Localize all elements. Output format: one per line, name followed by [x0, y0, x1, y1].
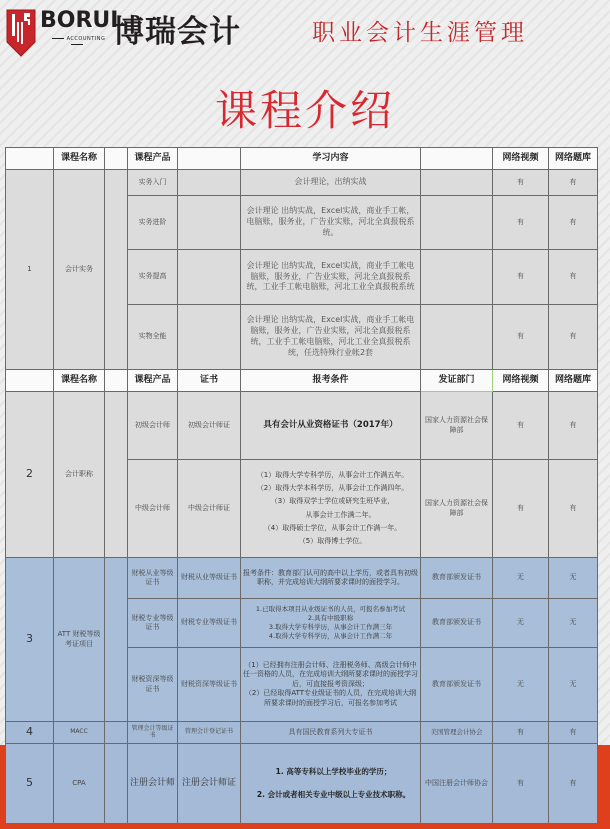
borui-shield-logo-icon: [6, 8, 36, 58]
course-content: 会计理论 出纳实战，Excel实战，商业手工帐，电脑账，服务业，广告业实账，河北全真报税系统。: [241, 196, 421, 250]
row-no: 2: [6, 392, 54, 558]
course-product: 财税专业等级证书: [128, 599, 178, 648]
issuer: 教育部颁发证书: [421, 558, 493, 599]
course-product: 中级会计师: [128, 460, 178, 558]
condition-line: （1）已经拥有注册会计师、注册税务师、高级会计师中任一资格的人员，在完成培训大纲所要求课时的面授学习后，可直接报考资深级；: [243, 660, 418, 688]
condition-line: 2. 会计或者相关专业中级以上专业技术职称。: [256, 789, 411, 799]
header-blank: [105, 148, 128, 170]
condition-line: （5）取得博士学位。: [298, 537, 367, 546]
condition-line: （4）取得硕士学位，从事会计工作满一年。: [263, 523, 402, 532]
header-course-name: 课程名称: [54, 370, 105, 392]
issuer: 美国管理会计协会: [421, 722, 493, 744]
condition-line: （2）取得大学本科学历，从事会计工作满四年。: [256, 483, 409, 492]
blank-cell: [178, 305, 241, 370]
video-status: 有: [493, 460, 549, 558]
condition-line: 3.取得大学专科学历，从事会计工作满三年: [268, 623, 393, 631]
header-condition: 报考条件: [241, 370, 421, 392]
page-title: 课程介绍: [214, 86, 395, 135]
bank-status: 有: [549, 392, 598, 460]
condition-line: 1. 高等专科以上学校毕业的学历；: [275, 767, 392, 776]
exam-condition: 报考条件：教育部门认可的高中以上学历，或者具有初级职称，并完成培训大纲所要求课时的面授学习。: [241, 558, 421, 599]
blank-cell: [178, 196, 241, 250]
table-row: [6, 722, 598, 744]
course-product: 财税资深等级证书: [128, 648, 178, 722]
row-no: 4: [6, 722, 54, 744]
video-status: 有: [493, 305, 549, 370]
course-product: 实物全能: [128, 305, 178, 370]
blank-cell: [105, 722, 128, 744]
exam-condition: 具有会计从业资格证书（2017年）: [241, 392, 421, 460]
course-name: 会计实务: [54, 170, 105, 370]
course-name: CPA: [54, 744, 105, 824]
header-bank: 网络题库: [549, 370, 598, 392]
course-name: ATT 财税等级考证项目: [54, 558, 105, 722]
row-no: 5: [6, 744, 54, 824]
bank-status: 无: [549, 648, 598, 722]
brand-name-cn: 博瑞会计: [113, 14, 241, 50]
header-blank: [178, 148, 241, 170]
issuer: 国家人力资源社会保障部: [421, 460, 493, 558]
course-content: 会计理论 出纳实战，Excel实战，商业手工帐电脑账，服务业，广告业实账，河北全真报税系统，工业手工帐电脑账，河北工业全真报税系统，任选特殊行业帐2套: [241, 305, 421, 370]
blank-cell: [105, 558, 128, 722]
issuer: 教育部颁发证书: [421, 599, 493, 648]
video-status: 有: [493, 722, 549, 744]
header-course-name: 课程名称: [54, 148, 105, 170]
exam-condition: [241, 460, 421, 558]
condition-line: （3）取得双学士学位或研究生班毕业，: [270, 497, 395, 506]
course-product: 管理会计等级证书: [128, 722, 178, 744]
condition-line: 1.已取得本项目从业级证书的人员，可报名参加考试: [255, 605, 406, 614]
table-row: [6, 558, 598, 599]
video-status: 有: [493, 250, 549, 305]
video-status: 无: [493, 558, 549, 599]
certificate: 管理会计登记证书: [178, 722, 241, 744]
blank-cell: [421, 170, 493, 196]
table-row: [6, 392, 598, 460]
course-content: 会计理论，出纳实战: [241, 170, 421, 196]
course-product: 实务提高: [128, 250, 178, 305]
issuer: 教育部颁发证书: [421, 648, 493, 722]
certificate: 注册会计师证: [178, 744, 241, 824]
course-content: 会计理论 出纳实战，Excel实战，商业手工帐电脑账，服务业，广告业实账，河北全真报税系统，工业手工帐电脑账，河北工业全真报税系统: [241, 250, 421, 305]
table-row: [6, 744, 598, 824]
course-name: MACC: [54, 722, 105, 744]
slogan: 职业会计生涯管理: [312, 20, 528, 46]
table-header-row: [6, 370, 598, 392]
brand-tagline: ACCOUNTING: [42, 36, 112, 48]
blank-cell: [105, 170, 128, 370]
bank-status: 有: [549, 196, 598, 250]
issuer: 中国注册会计师协会: [421, 744, 493, 824]
certificate: 初级会计师证: [178, 392, 241, 460]
bank-status: 有: [549, 460, 598, 558]
video-status: 无: [493, 648, 549, 722]
blank-cell: [178, 170, 241, 196]
video-status: 无: [493, 599, 549, 648]
video-status: 有: [493, 170, 549, 196]
bank-status: 有: [549, 722, 598, 744]
video-status: 有: [493, 196, 549, 250]
header-content: 学习内容: [241, 148, 421, 170]
bank-status: 有: [549, 170, 598, 196]
condition-line: （2）已经取得ATT专业级证书的人员，在完成培训大纲所要求课时的面授学习后，可报名参加考试: [244, 689, 417, 707]
course-product: 财税从业等级证书: [128, 558, 178, 599]
certificate: 中级会计师证: [178, 460, 241, 558]
course-product: 实务进阶: [128, 196, 178, 250]
bank-status: 有: [549, 305, 598, 370]
exam-condition: [241, 744, 421, 824]
bank-status: 无: [549, 599, 598, 648]
header-product: 课程产品: [128, 370, 178, 392]
header-issuer: 发证部门: [421, 370, 493, 392]
bank-status: 有: [549, 744, 598, 824]
course-product: 初级会计师: [128, 392, 178, 460]
exam-condition: [241, 599, 421, 648]
header-blank: [105, 370, 128, 392]
certificate: 财税从业等级证书: [178, 558, 241, 599]
video-status: 有: [493, 392, 549, 460]
video-status: 有: [493, 744, 549, 824]
course-product: 注册会计师: [128, 744, 178, 824]
condition-line: 2.具有中级职称: [307, 614, 354, 623]
brand-name-en: BORUI: [40, 8, 119, 33]
row-no: 1: [6, 170, 54, 370]
table-row: [6, 170, 598, 196]
row-no: 3: [6, 558, 54, 722]
page-header: [0, 0, 610, 62]
blank-cell: [421, 250, 493, 305]
exam-condition: 具有国民教育系列大专证书: [241, 722, 421, 744]
header-no: [6, 148, 54, 170]
header-blank: [421, 148, 493, 170]
blank-cell: [178, 250, 241, 305]
course-product: 实务入门: [128, 170, 178, 196]
course-name: 会计职称: [54, 392, 105, 558]
certificate: 财税资深等级证书: [178, 648, 241, 722]
header-product: 课程产品: [128, 148, 178, 170]
condition-line: （1）取得大学专科学历，从事会计工作满五年。: [256, 470, 409, 479]
header-bank: 网络题库: [549, 148, 598, 170]
blank-cell: [105, 744, 128, 824]
course-table: [5, 147, 598, 824]
blank-cell: [105, 392, 128, 558]
certificate: 财税专业等级证书: [178, 599, 241, 648]
exam-condition: [241, 648, 421, 722]
header-cert: 证书: [178, 370, 241, 392]
header-video: 网络视频: [493, 148, 549, 170]
header-no: [6, 370, 54, 392]
bank-status: 有: [549, 250, 598, 305]
condition-line: 4.取得大学专科学历，从事会计工作满二年: [268, 631, 393, 640]
condition-line: 从事会计工作满二年。: [305, 510, 376, 519]
blank-cell: [421, 305, 493, 370]
table-header-row: [6, 148, 598, 170]
issuer: 国家人力资源社会保障部: [421, 392, 493, 460]
blank-cell: [421, 196, 493, 250]
header-video: 网络视频: [493, 370, 549, 392]
bank-status: 无: [549, 558, 598, 599]
